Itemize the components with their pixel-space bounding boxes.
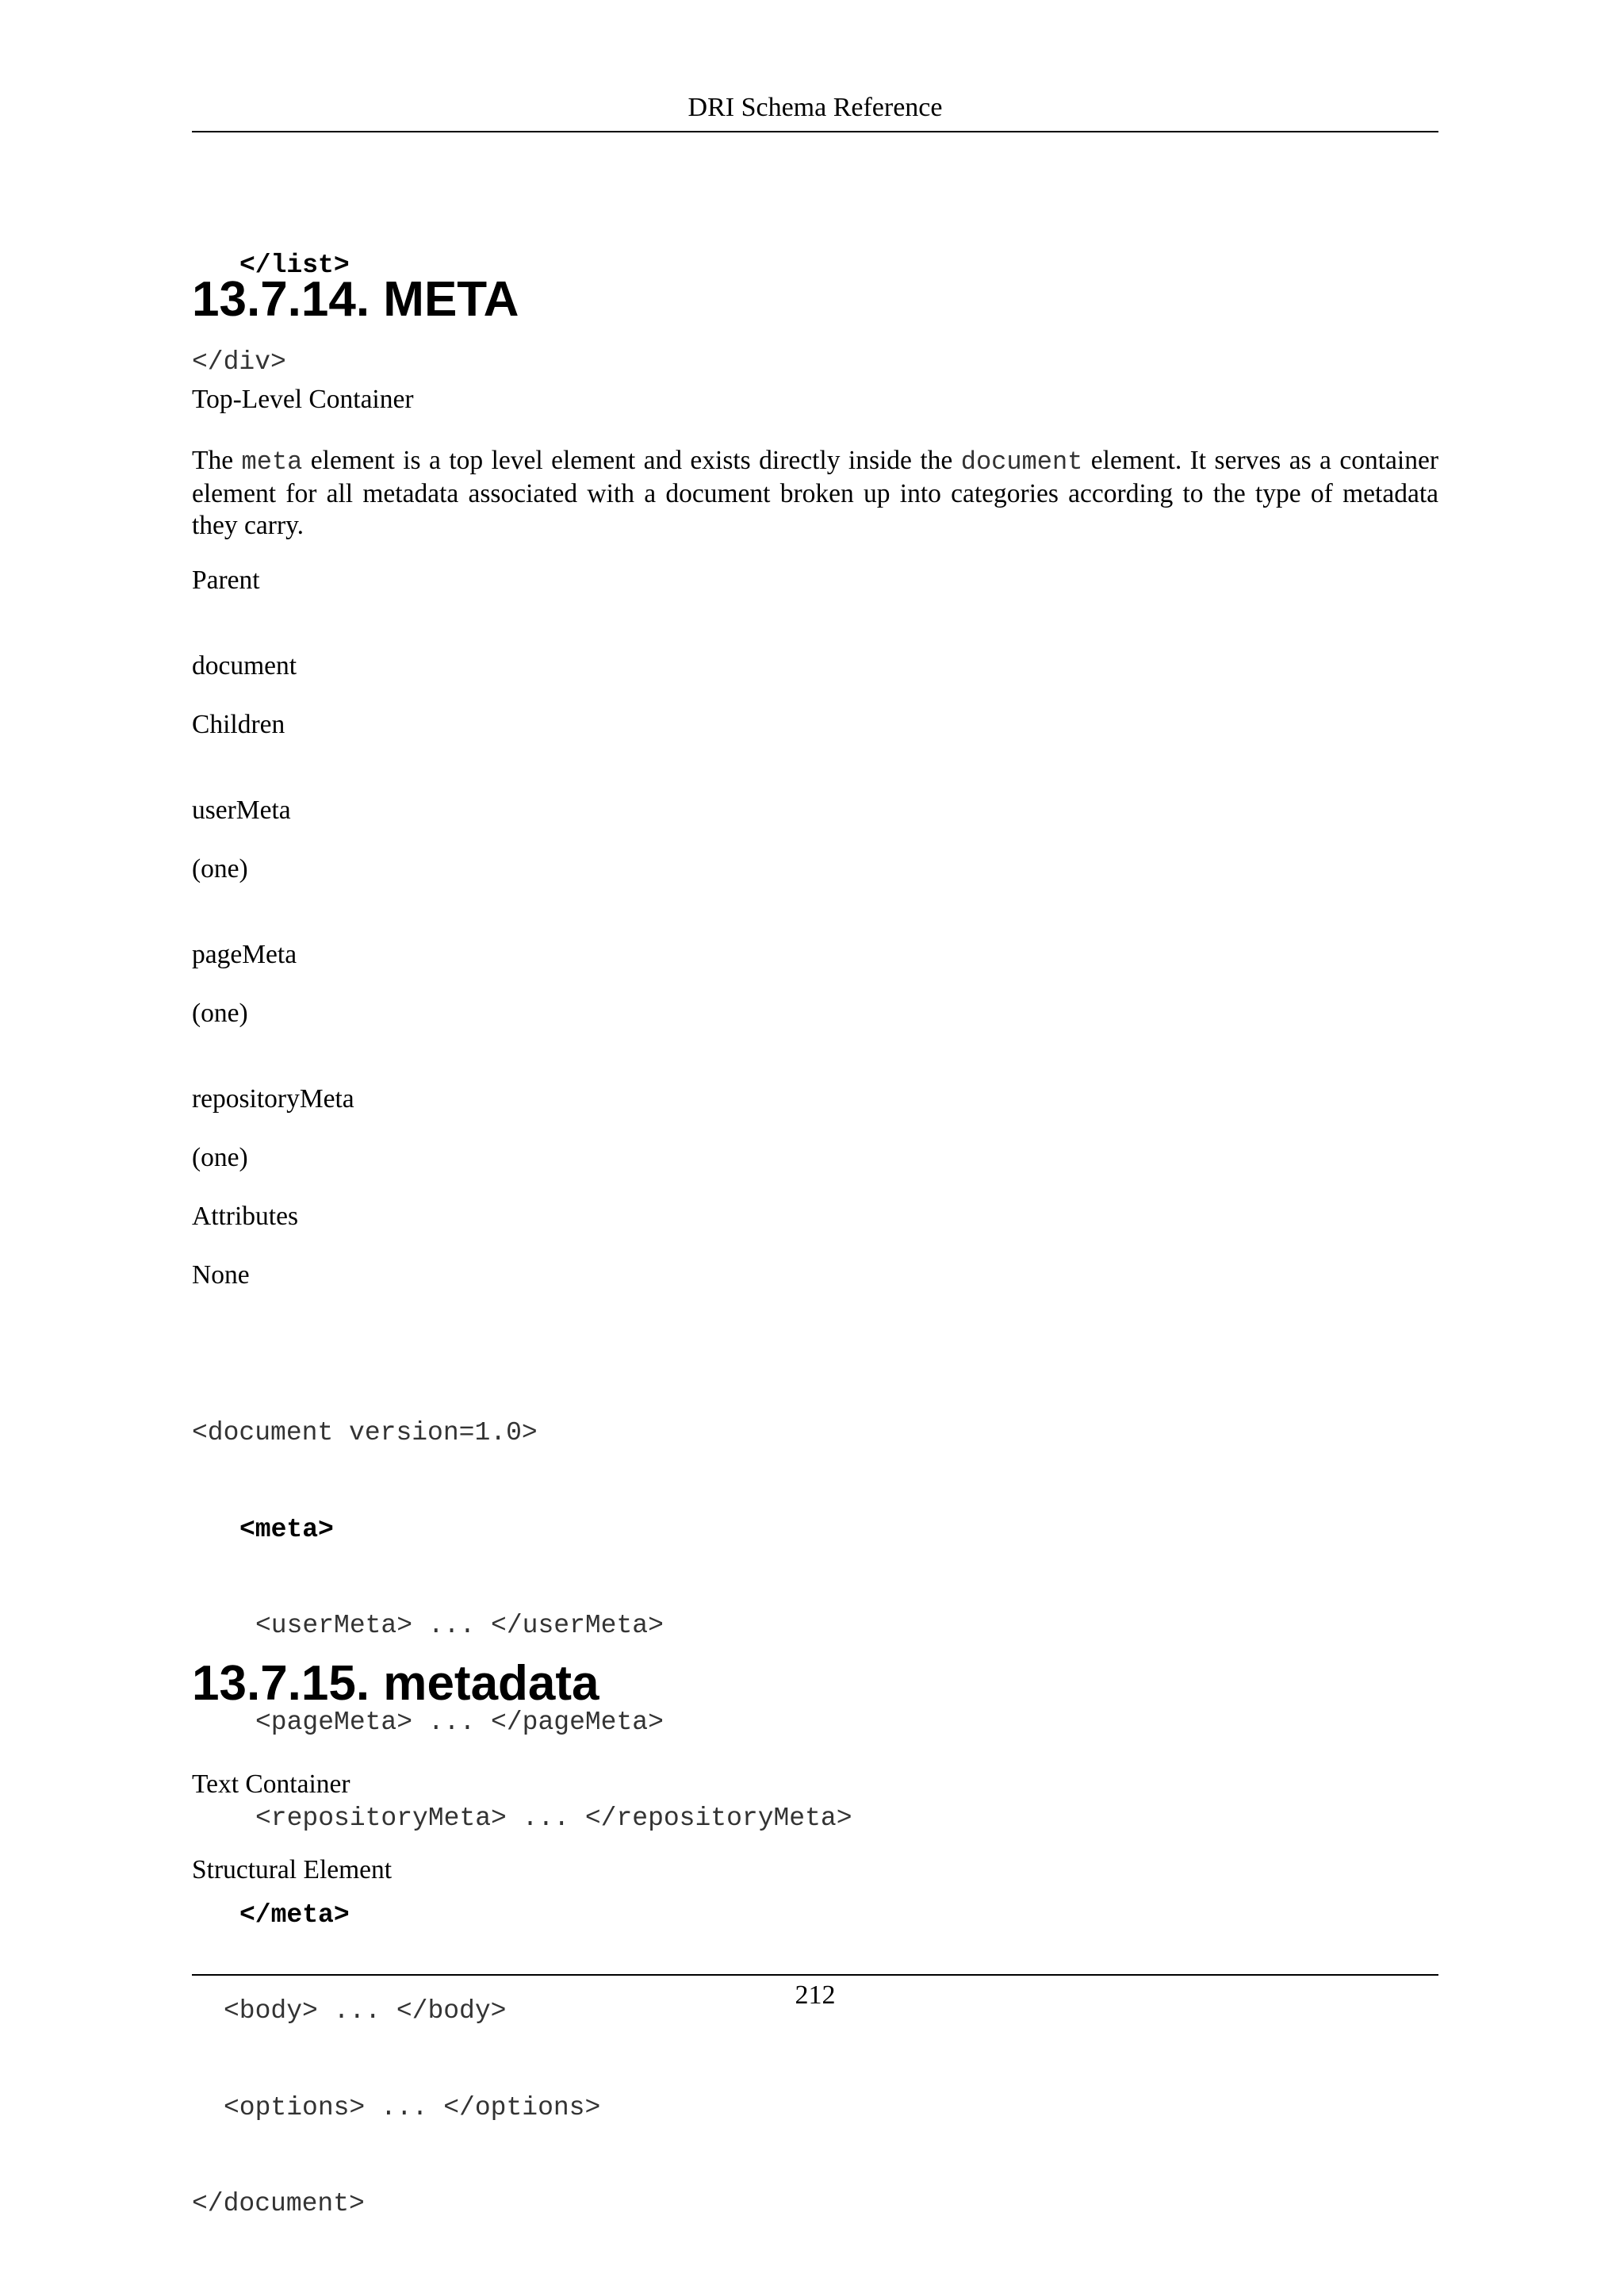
code-line: <meta>	[239, 1514, 334, 1544]
children-label: Children	[192, 710, 285, 739]
code-line: </document>	[192, 2189, 365, 2218]
code-line: <document version=1.0>	[192, 1418, 538, 1447]
child-name: pageMeta	[192, 940, 297, 969]
code-line: </div>	[192, 347, 286, 377]
code-line: <pageMeta> ... </pageMeta>	[255, 1707, 664, 1737]
attributes-value: None	[192, 1260, 250, 1290]
example-code-block	[192, 1353, 852, 2285]
element-category-label: Structural Element	[192, 1855, 393, 1884]
element-type-label: Text Container	[192, 1769, 350, 1799]
footer-rule	[192, 1974, 1438, 1976]
header-rule	[192, 131, 1438, 132]
section-heading-metadata: 13.7.15. metadata	[192, 1656, 599, 1711]
child-count: (one)	[192, 1143, 248, 1172]
code-line: </list>	[239, 251, 350, 280]
element-description: The meta element is a top level element and exists directly inside the document element. It serves as a container element for all metadata associated with a document broken up into categories according to the type of metadata they carry.	[192, 446, 1438, 540]
inline-code-meta: meta	[241, 447, 303, 477]
running-header: DRI Schema Reference	[688, 93, 943, 122]
code-line: <options> ... </options>	[224, 2092, 601, 2122]
parent-value: document	[192, 651, 297, 681]
page-number: 212	[795, 1980, 836, 2010]
code-line: <repositoryMeta> ... </repositoryMeta>	[255, 1804, 852, 1833]
inline-code-document: document	[960, 447, 1083, 477]
child-name: repositoryMeta	[192, 1084, 354, 1114]
section-heading-meta: 13.7.14. META	[192, 272, 519, 327]
parent-label: Parent	[192, 565, 260, 595]
code-line: <userMeta> ... </userMeta>	[255, 1611, 664, 1640]
code-line: </meta>	[239, 1900, 350, 1930]
element-type-label: Top-Level Container	[192, 385, 414, 414]
attributes-label: Attributes	[192, 1202, 298, 1231]
code-line: <body> ... </body>	[224, 1996, 507, 2026]
child-name: userMeta	[192, 796, 291, 825]
child-count: (one)	[192, 854, 248, 884]
child-count: (one)	[192, 999, 248, 1028]
